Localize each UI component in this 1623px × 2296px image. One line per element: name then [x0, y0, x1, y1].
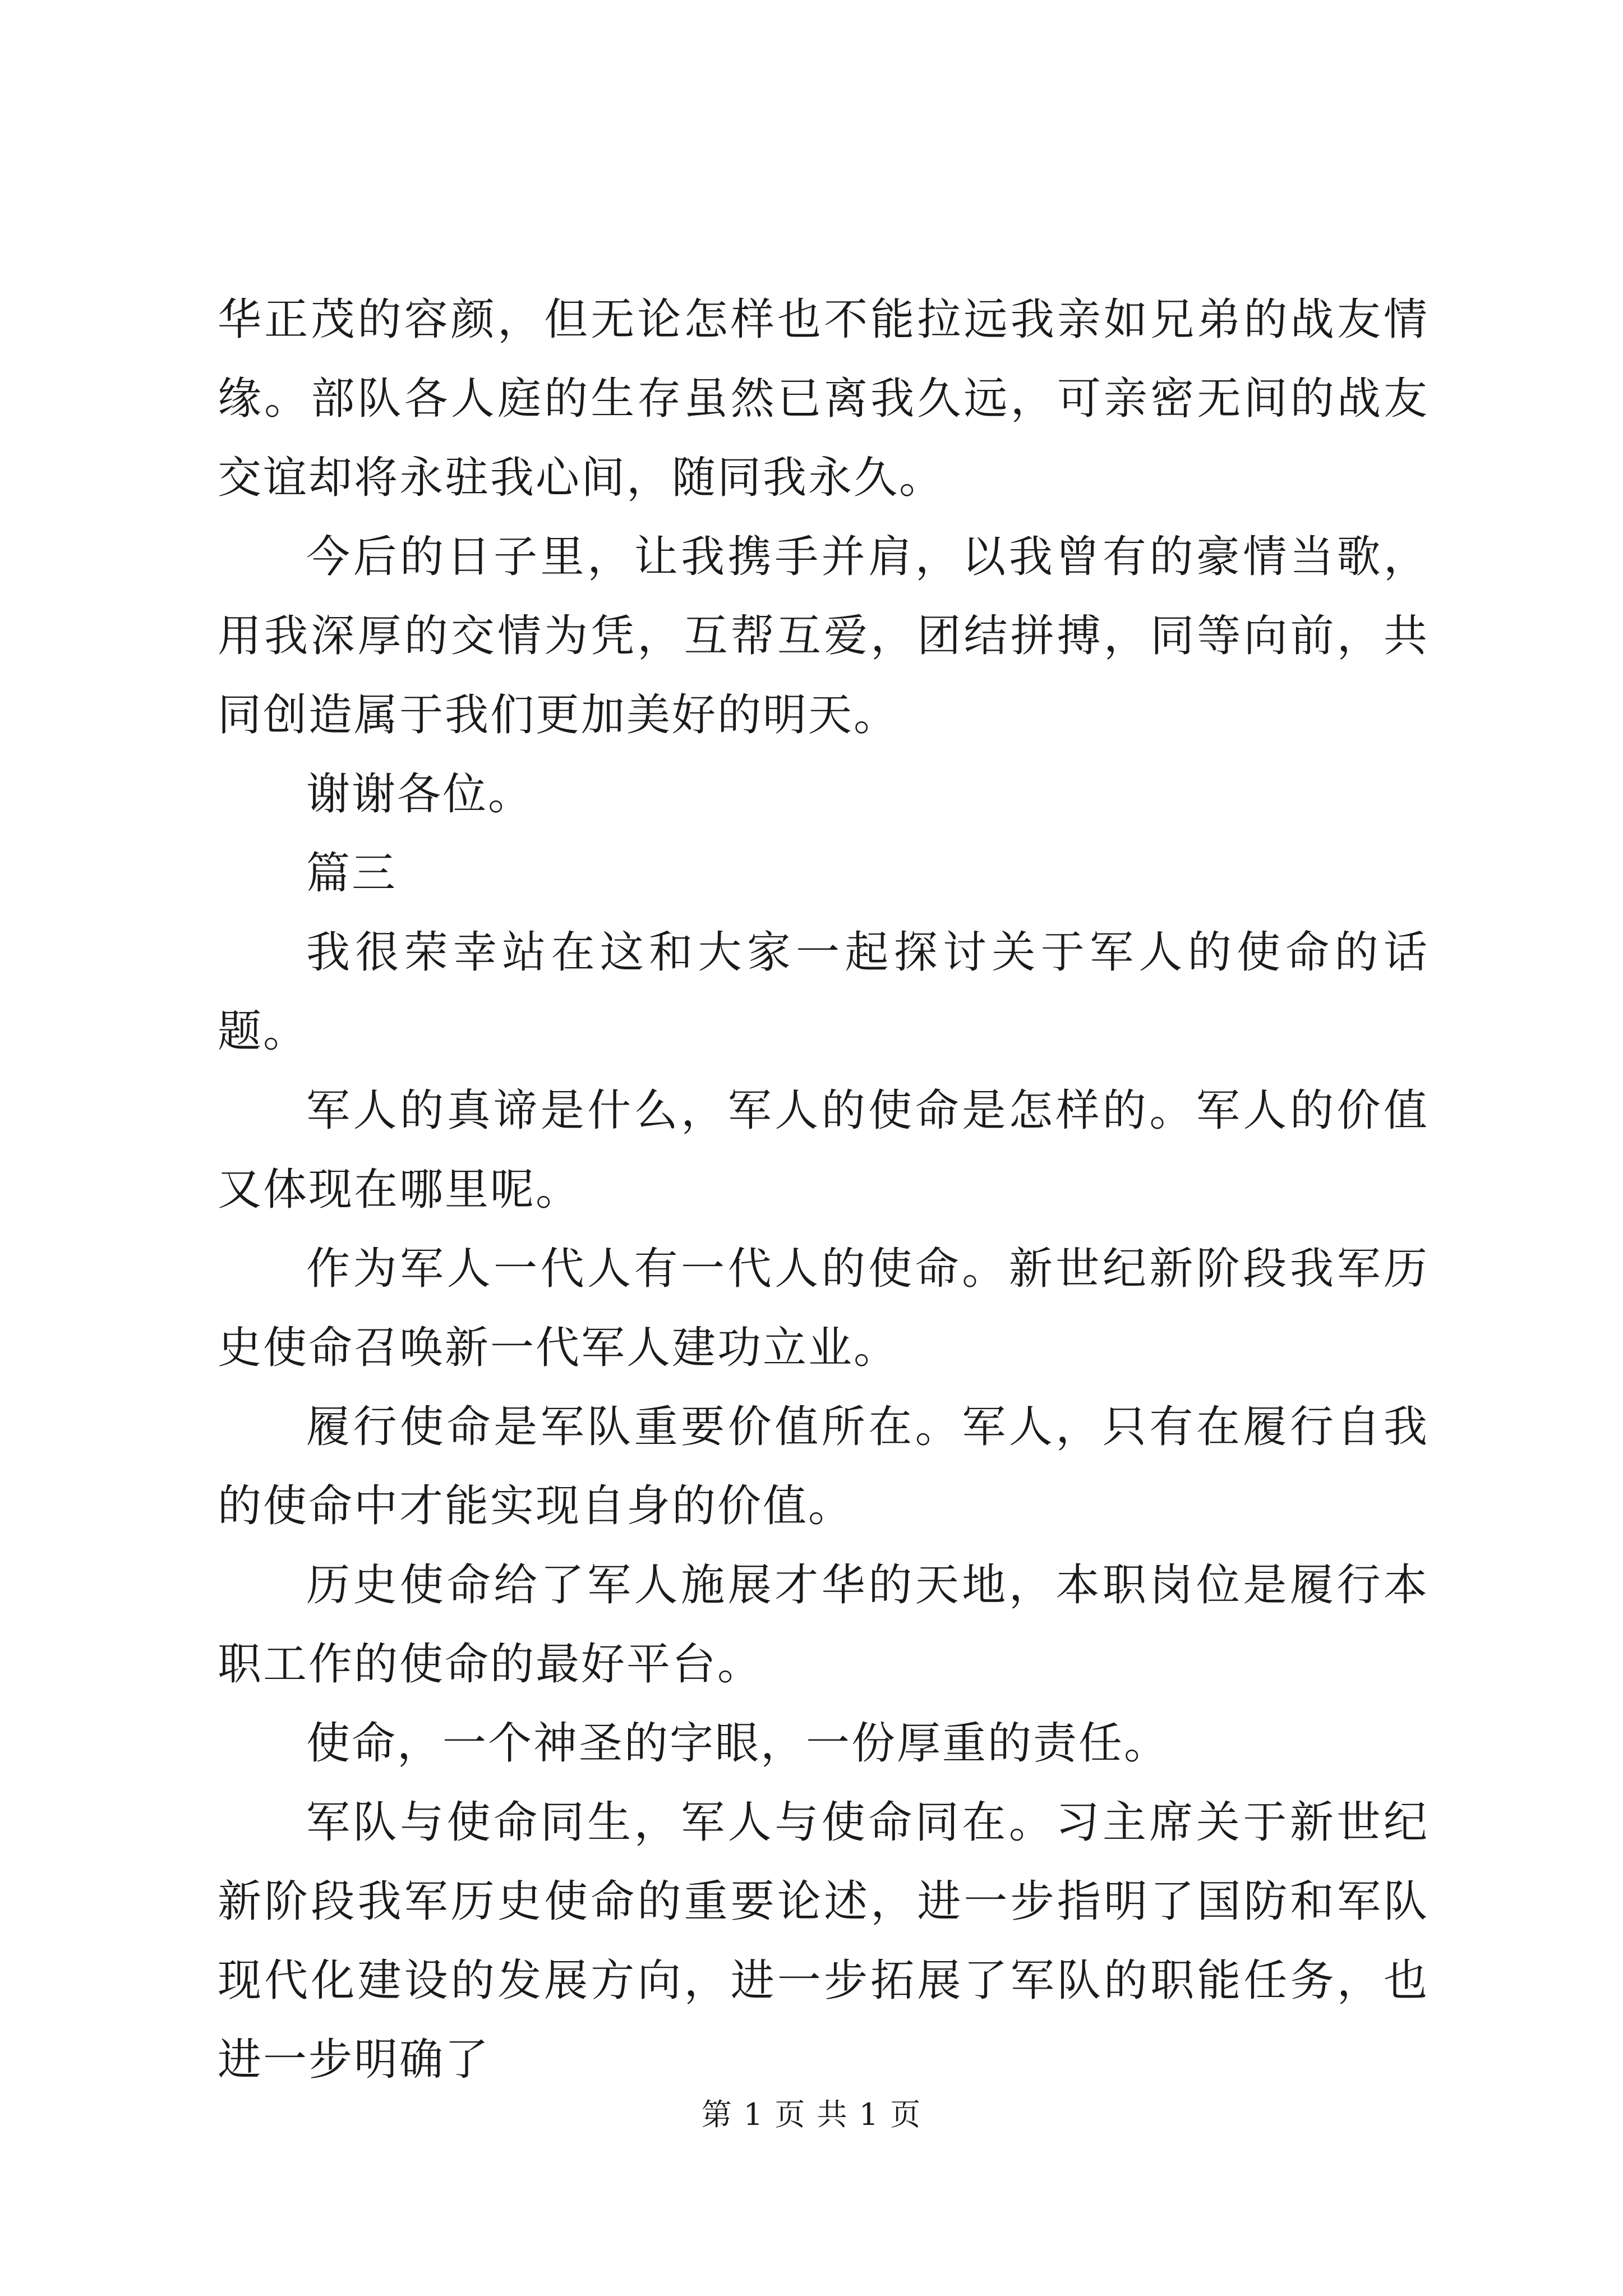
paragraph-7: 作为军人一代人有一代人的使命。新世纪新阶段我军历史使命召唤新一代军人建功立业。: [218, 1244, 1429, 1373]
paragraph-2: 今后的日子里，让我携手并肩，以我曾有的豪情当歌，用我深厚的交情为凭，互帮互爱，团结拼搏，同等向前，共同创造属于我们更加美好的明天。: [218, 532, 1429, 740]
document-body: [218, 280, 1429, 2100]
paragraph-1: 华正茂的容颜，但无论怎样也不能拉远我亲如兄弟的战友情缘。部队各人庭的生存虽然已离我久远，可亲密无间的战友交谊却将永驻我心间，随同我永久。: [218, 295, 1429, 503]
paragraph-9: 历史使命给了军人施展才华的天地，本职岗位是履行本职工作的使命的最好平台。: [218, 1560, 1429, 1690]
paragraph-10: 使命，一个神圣的字眼，一份厚重的责任。: [306, 1718, 1170, 1769]
paragraph-5: 我很荣幸站在这和大家一起探讨关于军人的使命的话题。: [218, 927, 1429, 1057]
page-footer: [0, 2095, 1623, 2134]
paragraph-3: 谢谢各位。: [306, 769, 534, 820]
paragraph-8: 履行使命是军队重要价值所在。军人，只有在履行自我的使命中才能实现自身的价值。: [218, 1402, 1429, 1531]
section-heading: 篇三: [306, 848, 398, 899]
paragraph-6: 军人的真谛是什么，军人的使命是怎样的。军人的价值又体现在哪里呢。: [218, 1085, 1429, 1215]
paragraph-11: 军队与使命同生，军人与使命同在。习主席关于新世纪新阶段我军历史使命的重要论述，进一步指明了国防和军队现代化建设的发展方向，进一步拓展了军队的职能任务，也进一步明确了: [218, 1797, 1429, 2085]
page-number-label: 第 1 页 共 1 页: [701, 2097, 922, 2132]
